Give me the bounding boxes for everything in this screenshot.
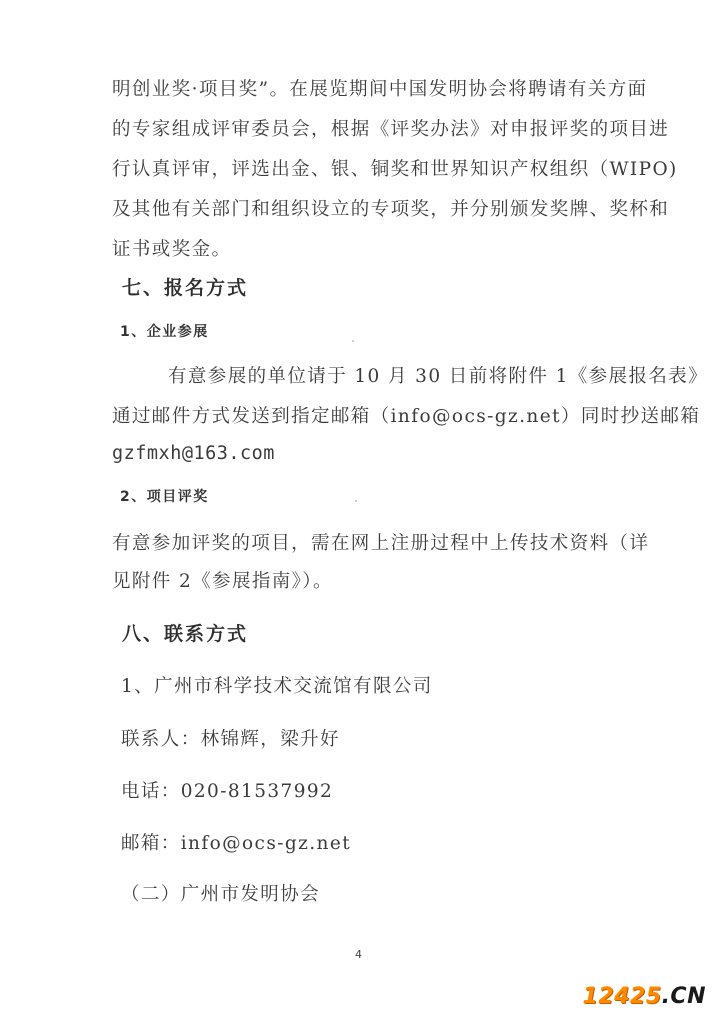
paragraph-line-5: 证书或奖金。 [112,239,232,260]
exhibit-line-2: 通过邮件方式发送到指定邮箱（info@ocs-gz.net）同时抄送邮箱 [112,406,701,427]
watermark-number: 12425 [582,984,662,1009]
contact-organization: 1、广州市科学技术交流馆有限公司 [121,676,433,697]
page-number: 4 [355,948,362,961]
contact-organization-2: （二）广州市发明协会 [121,884,321,905]
award-line-1: 有意参加评奖的项目，需在网上注册过程中上传技术资料（详 [112,533,650,554]
paragraph-line-4: 及其他有关部门和组织设立的专项奖，并分别颁发奖牌、奖杯和 [112,199,670,220]
contact-phone: 电话：020-81537992 [121,781,334,802]
section-heading-contact: 八、联系方式 [122,623,249,645]
paragraph-line-1: 明创业奖·项目奖”。在展览期间中国发明协会将聘请有关方面 [112,79,648,100]
site-watermark [583,984,706,1009]
award-line-2: 见附件 2《参展指南》）。 [112,571,333,592]
scan-speck [352,340,354,342]
scan-speck [355,500,357,502]
paragraph-line-2: 的专家组成评审委员会，根据《评奖办法》对申报评奖的项目进 [112,119,670,140]
section-heading-registration: 七、报名方式 [122,277,249,299]
contact-persons: 联系人：林锦辉，梁升好 [121,729,340,750]
subheading-company-exhibit: 1、企业参展 [120,324,209,340]
contact-email: 邮箱：info@ocs-gz.net [121,833,352,854]
exhibit-email: gzfmxh@163.com [112,443,275,464]
paragraph-line-3: 行认真评审，评选出金、银、铜奖和世界知识产权组织（WIPO) [112,159,678,180]
exhibit-line-1: 有意参展的单位请于 10 月 30 日前将附件 1《参展报名表》 [168,366,709,387]
subheading-project-award: 2、项目评奖 [120,489,209,505]
watermark-suffix: .CN [661,984,706,1009]
